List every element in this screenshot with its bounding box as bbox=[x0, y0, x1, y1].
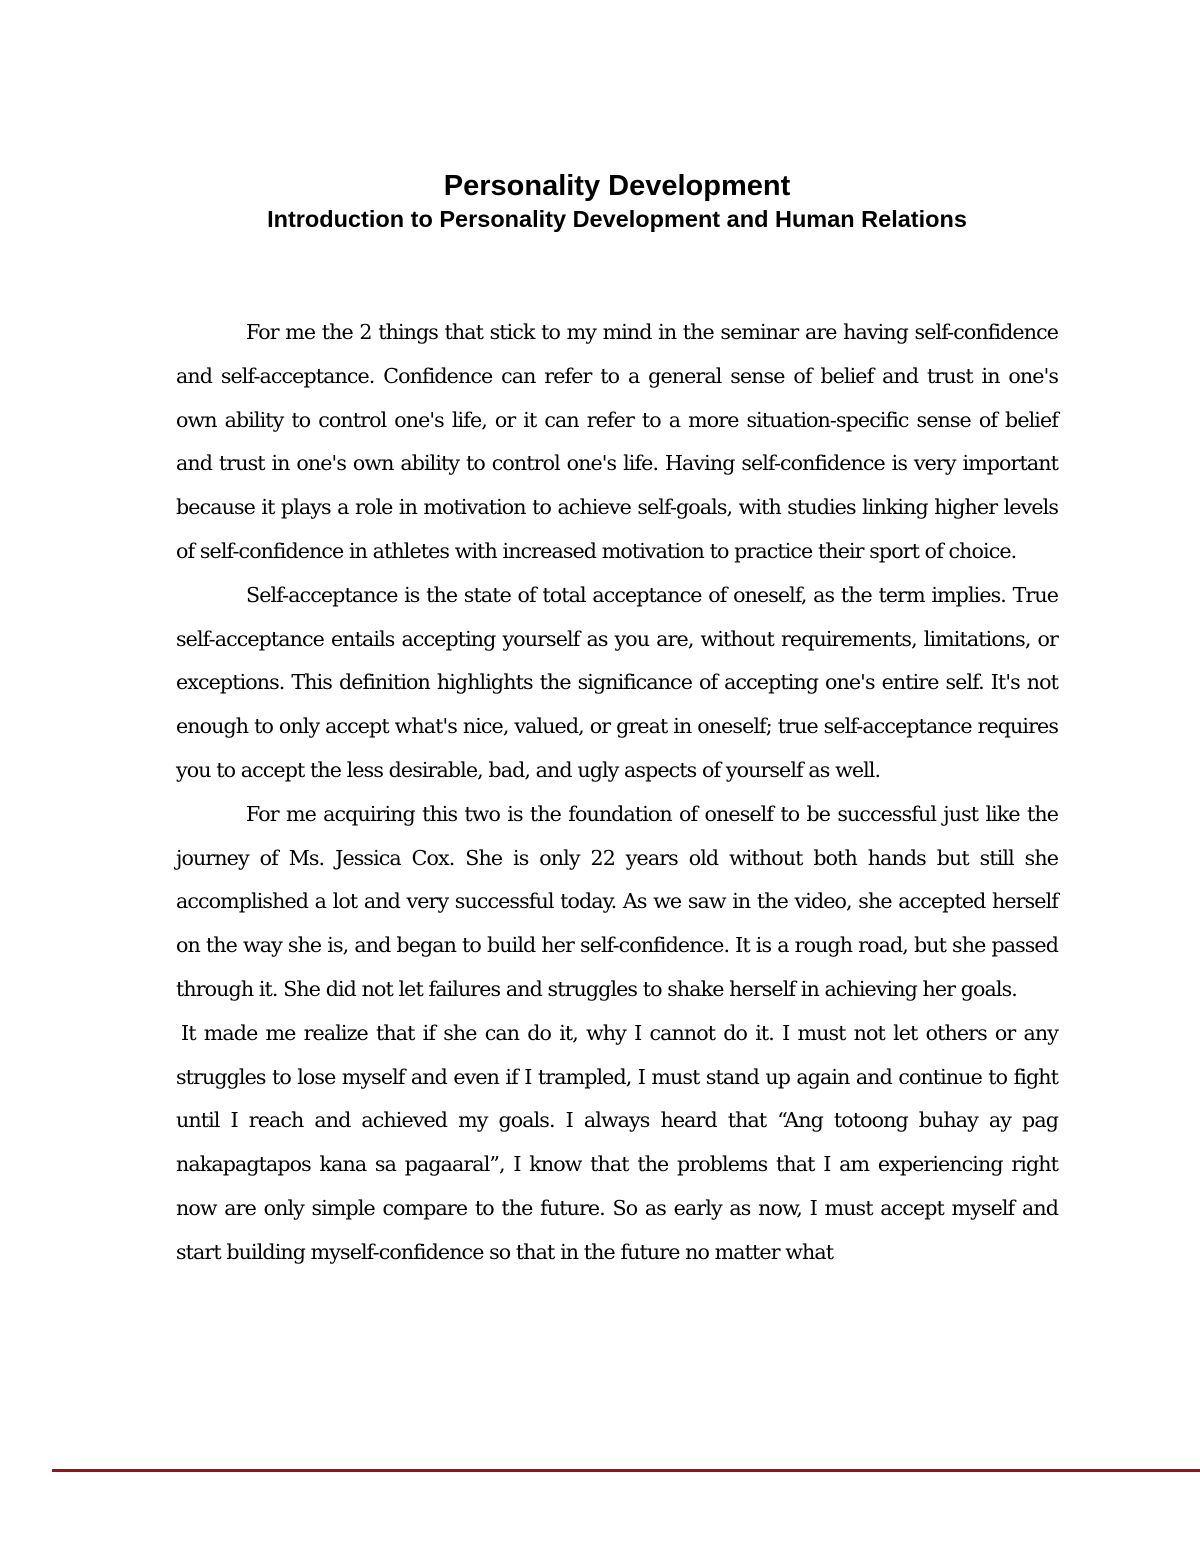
paragraph-1: For me the 2 things that stick to my mind in the seminar are having self-confidence and self-acceptance. Confidence can refer to a general sense of belief and trust in one's own ability to control one's life, or it can refer to a more situation-specific sense of belief and trust in one's own ability to control one's life. Having self-confidence is very important because it plays a role in motivation to achieve self-goals, with studies linking higher levels of self-confidence in athletes with increased motivation to practice their sport of choice. bbox=[176, 320, 1058, 563]
paragraph-4: It made me realize that if she can do it, why I cannot do it. I must not let others or any struggles to lose myself and even if I trampled, I must stand up again and continue to fight until I reach and achieved my goals. I always heard that “Ang totoong buhay ay pag nakapagtapos kana sa pagaaral”, I know that the problems that I am experiencing right now are only simple compare to the future. So as early as now, I must accept myself and start building myself-confidence so that in the future no matter what bbox=[176, 1020, 1058, 1264]
document-subtitle: Introduction to Personality Development and Human Relations bbox=[267, 206, 967, 232]
document-title: Personality Development bbox=[443, 170, 791, 202]
paragraph-3: For me acquiring this two is the foundation of oneself to be successful just like the journey of Ms. Jessica Cox. She is only 22 years old without both hands but still she accomplished a lot and very successful today. As we saw in the video, she accepted herself on the way she is, and began to build her self-confidence. It is a rough road, but she passed through it. She did not let failures and struggles to shake herself in achieving her goals. bbox=[176, 801, 1058, 1001]
document-body bbox=[176, 311, 1058, 1275]
footer-divider bbox=[52, 1469, 1200, 1472]
paragraph-2: Self-acceptance is the state of total acceptance of oneself, as the term implies. True self-acceptance entails accepting yourself as you are, without requirements, limitations, or exceptions. This definition highlights the significance of accepting one's entire self. It's not enough to only accept what's nice, valued, or great in oneself; true self-acceptance requires you to accept the less desirable, bad, and ugly aspects of yourself as well. bbox=[176, 582, 1058, 782]
title-block bbox=[0, 168, 1200, 234]
